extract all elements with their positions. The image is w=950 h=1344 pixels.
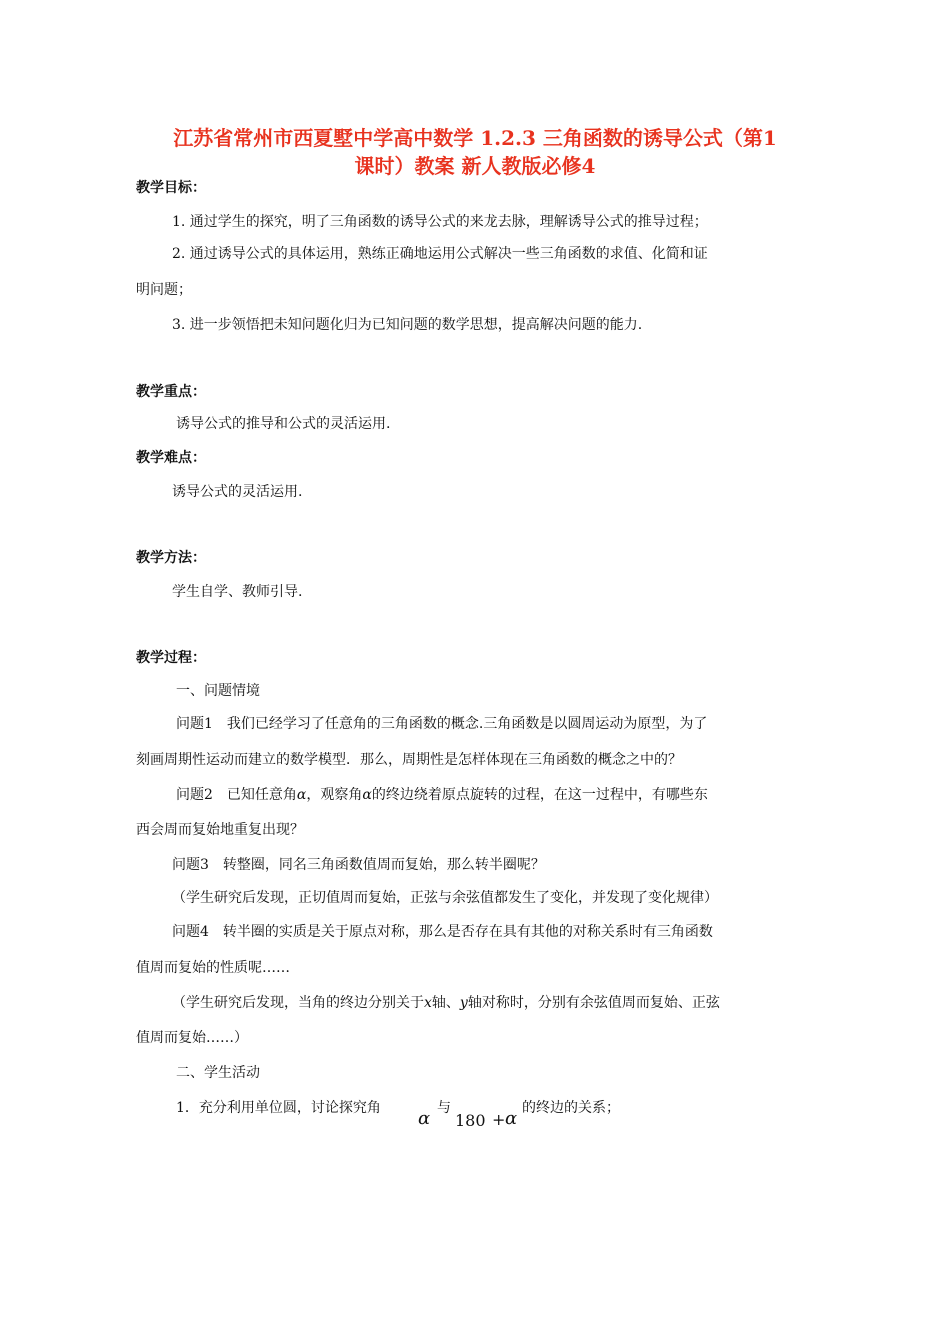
- alpha-symbol: α: [296, 787, 307, 803]
- question-4-note-text-a: （学生研究后发现，当角的终边分别关于: [172, 995, 424, 1011]
- goal-item-2-line-1: 2. 通过诱导公式的具体运用，熟练正确地运用公式解决一些三角函数的求值、化简和证: [172, 246, 708, 262]
- alpha-symbol: α: [505, 1108, 518, 1129]
- activity-1-text-a: 1．充分利用单位圆，讨论探究角: [176, 1100, 381, 1116]
- x-axis-symbol: x: [424, 995, 432, 1011]
- title-line-1: 江苏省常州市西夏墅中学高中数学 1.2.3 三角函数的诱导公式（第1: [173, 126, 777, 150]
- difficult-text: 诱导公式的灵活运用.: [172, 484, 303, 500]
- question-4-note-text-c: 轴对称时，分别有余弦值周而复始、正弦: [467, 995, 720, 1011]
- goal-item-1: 1. 通过学生的探究，明了三角函数的诱导公式的来龙去脉，理解诱导公式的推导过程；: [172, 214, 708, 230]
- goals-heading: 教学目标：: [136, 180, 206, 196]
- question-4-note-line-1: [172, 993, 720, 1013]
- question-4-line-2: 值周而复始的性质呢……: [136, 960, 290, 976]
- question-2-text-c: 的终边绕着原点旋转的过程，在这一过程中，有哪些东: [371, 787, 708, 803]
- question-2-line-1: [176, 785, 708, 805]
- y-axis-symbol: y: [459, 995, 468, 1011]
- question-1-line-1: 问题1 我们已经学习了任意角的三角函数的概念.三角函数是以圆周运动为原型，为了: [176, 716, 708, 732]
- title-line-2: 课时）教案 新人教版必修4: [354, 154, 596, 178]
- section-1-heading: 一、问题情境: [176, 683, 260, 699]
- question-2-text-a: 问题2 已知任意角: [176, 787, 297, 803]
- question-4-note-line-2: 值周而复始……）: [136, 1030, 248, 1046]
- goal-item-2-line-2: 明问题；: [136, 282, 192, 298]
- number-180: 180: [455, 1111, 486, 1130]
- plus-sign: +: [492, 1110, 506, 1129]
- question-4-line-1: 问题4 转半圈的实质是关于原点对称，那么是否存在具有其他的对称关系时有三角函数: [172, 924, 713, 940]
- method-text: 学生自学、教师引导.: [172, 584, 303, 600]
- question-1-line-2: 刻画周期性运动而建立的数学模型．那么，周期性是怎样体现在三角函数的概念之中的？: [136, 752, 682, 768]
- question-3: 问题3 转整圈，同名三角函数值周而复始，那么转半圈呢？: [172, 857, 545, 873]
- question-3-note: （学生研究后发现，正切值周而复始，正弦与余弦值都发生了变化，并发现了变化规律）: [172, 890, 718, 906]
- section-2-heading: 二、学生活动: [176, 1065, 260, 1081]
- goal-item-3: 3. 进一步领悟把未知问题化归为已知问题的数学思想，提高解决问题的能力.: [172, 317, 643, 333]
- alpha-symbol: α: [418, 1108, 431, 1129]
- document-title: [60, 124, 890, 180]
- activity-1-text-c: 的终边的关系；: [522, 1100, 620, 1116]
- key-heading: 教学重点：: [136, 384, 206, 400]
- activity-1-text-b: 与: [437, 1100, 451, 1116]
- alpha-symbol: α: [362, 787, 372, 803]
- question-2-text-b: ，观察角: [306, 787, 363, 803]
- question-2-line-2: 西会周而复始地重复出现？: [136, 822, 304, 838]
- method-heading: 教学方法：: [136, 550, 206, 566]
- question-4-note-text-b: 轴、: [431, 995, 460, 1011]
- key-text: 诱导公式的推导和公式的灵活运用.: [176, 416, 391, 432]
- difficult-heading: 教学难点：: [136, 450, 206, 466]
- process-heading: 教学过程：: [136, 650, 206, 666]
